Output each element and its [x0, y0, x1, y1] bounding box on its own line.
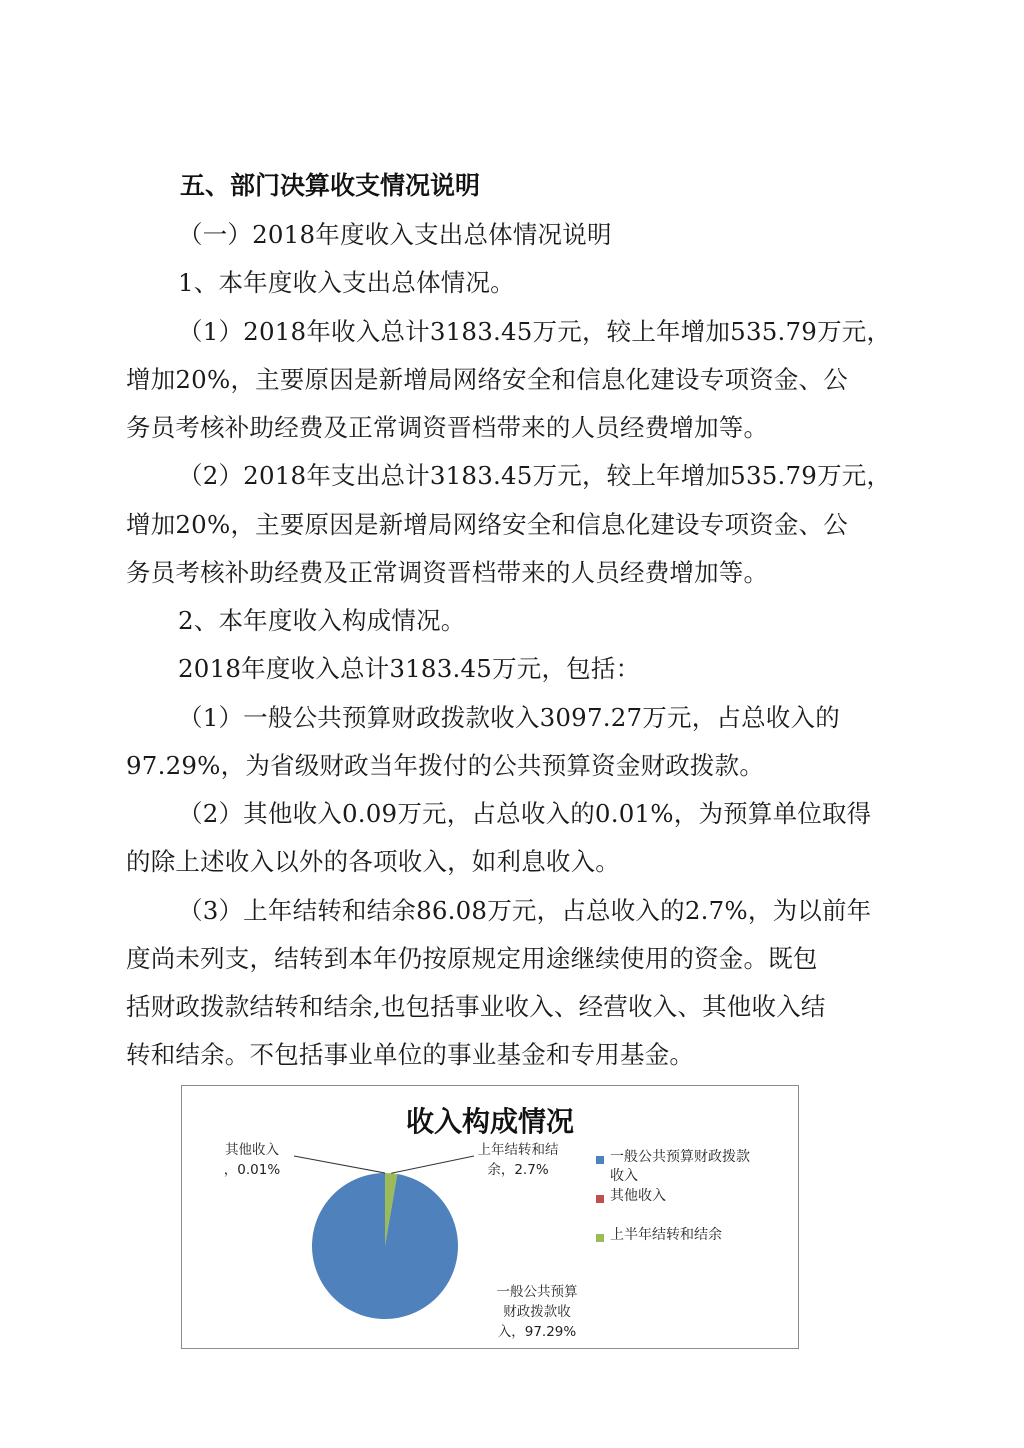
paragraph-line: 增加20%，主要原因是新增局网络安全和信息化建设专项资金、公: [126, 510, 848, 539]
data-label-public-budget: [482, 1282, 592, 1342]
leader-line-carryover: [391, 1156, 474, 1173]
data-label-public-budget-line: 入，97.29%: [497, 1324, 577, 1340]
paragraph-line: （一）2018年度收入支出总体情况说明: [178, 220, 612, 249]
leader-line-other: [294, 1156, 385, 1173]
data-label-public-budget-line: 一般公共预算: [496, 1284, 578, 1300]
paragraph-line: 增加20%，主要原因是新增局网络安全和信息化建设专项资金、公: [126, 365, 848, 394]
paragraph-line: （3）上年结转和结余86.08万元，占总收入的2.7%，为以前年: [178, 896, 872, 925]
legend-item-public-budget: [610, 1148, 750, 1186]
paragraph-line: 2018年度收入总计3183.45万元，包括：: [178, 654, 641, 683]
paragraph-line: 1、本年度收入支出总体情况。: [178, 268, 515, 297]
paragraph-line: （1）2018年收入总计3183.45万元，较上年增加535.79万元，: [178, 317, 892, 346]
legend-swatch-other: [596, 1195, 604, 1203]
data-label-other: [212, 1140, 292, 1180]
paragraph-line: 转和结余。不包括事业单位的事业基金和专用基金。: [126, 1040, 695, 1069]
paragraph-line: 务员考核补助经费及正常调资晋档带来的人员经费增加等。: [126, 558, 769, 587]
section-heading: 五、部门决算收支情况说明: [180, 171, 481, 200]
paragraph-line: （1）一般公共预算财政拨款收入3097.27万元，占总收入的: [178, 703, 840, 732]
data-label-carryover-line: 上年结转和结: [477, 1142, 559, 1158]
paragraph-line: 务员考核补助经费及正常调资晋档带来的人员经费增加等。: [126, 413, 769, 442]
pie-slice-public-budget: [312, 1173, 458, 1319]
paragraph-line: （2）其他收入0.09万元，占总收入的0.01%，为预算单位取得: [178, 799, 872, 828]
paragraph-line: 的除上述收入以外的各项收入，如利息收入。: [126, 847, 620, 876]
chart-title: 收入构成情况: [405, 1105, 574, 1138]
paragraph-line: 97.29%，为省级财政当年拨付的公共预算资金财政拨款。: [126, 751, 765, 780]
legend-label-line: 收入: [610, 1168, 638, 1184]
legend-item-other: 其他收入: [610, 1188, 666, 1204]
data-label-other-line: 其他收入: [225, 1142, 279, 1158]
paragraph-line: 括财政拨款结转和结余,也包括事业收入、经营收入、其他收入结: [126, 992, 826, 1021]
income-pie-chart: [181, 1085, 799, 1349]
data-label-other-line: ，0.01%: [223, 1162, 281, 1178]
data-label-carryover: [470, 1140, 566, 1180]
legend-swatch-carryover: [596, 1234, 604, 1242]
paragraph-line: 2、本年度收入构成情况。: [178, 606, 466, 635]
data-label-carryover-line: 余，2.7%: [487, 1162, 549, 1178]
legend-item-carryover: 上半年结转和结余: [610, 1227, 722, 1243]
paragraph-line: 度尚未列支，结转到本年仍按原规定用途继续使用的资金。既包: [126, 944, 818, 973]
legend-label-line: 一般公共预算财政拨款: [610, 1149, 750, 1165]
legend-swatch-public-budget: [596, 1156, 604, 1164]
paragraph-line: （2）2018年支出总计3183.45万元，较上年增加535.79万元，: [178, 461, 892, 490]
data-label-public-budget-line: 财政拨款收: [503, 1304, 571, 1320]
